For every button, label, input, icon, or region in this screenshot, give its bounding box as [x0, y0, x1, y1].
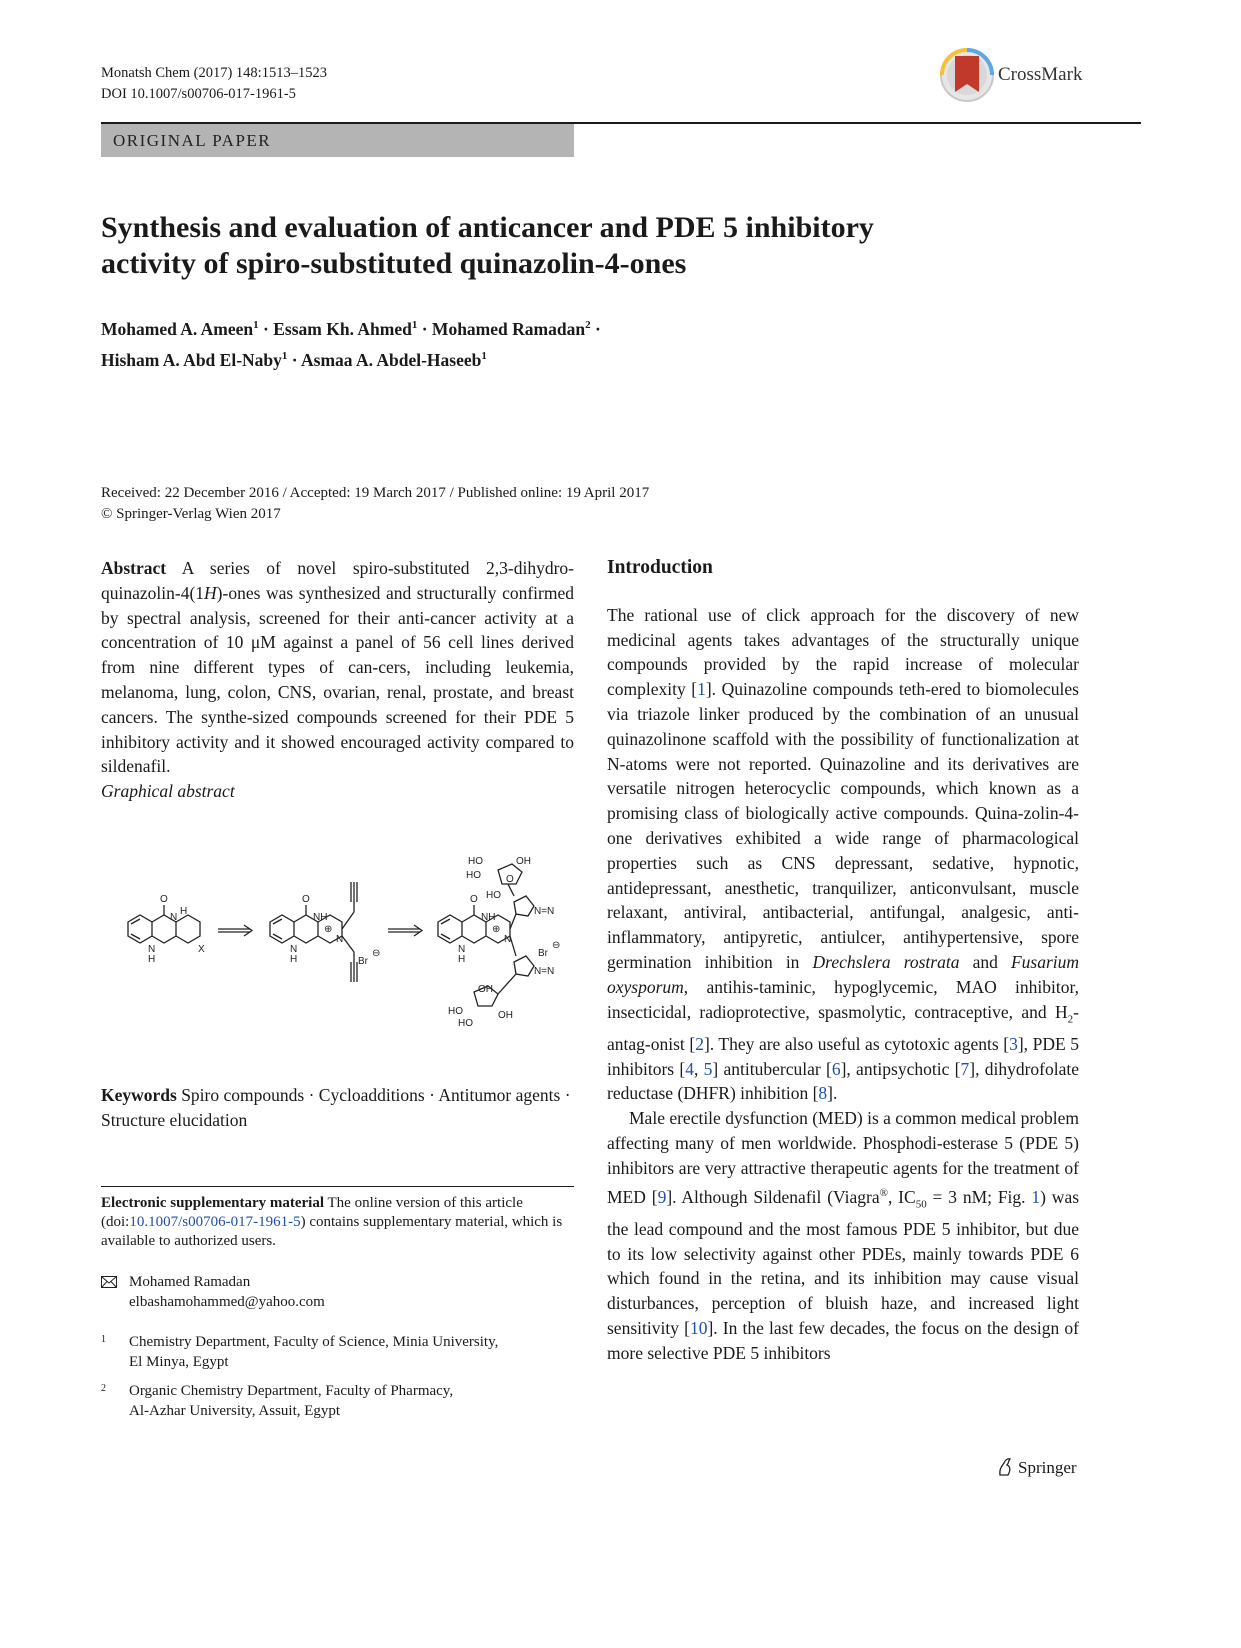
article-title — [101, 210, 1051, 282]
corresponding-email[interactable]: elbashamohammed@yahoo.com — [129, 1294, 325, 1310]
citation-link[interactable]: 1 — [697, 679, 706, 700]
affiliation-line: El Minya, Egypt — [129, 1354, 229, 1370]
author-affiliation: 1 — [481, 349, 487, 362]
keywords — [101, 1083, 574, 1133]
scheme-label: O — [302, 894, 310, 905]
scheme-label: HO — [458, 1018, 473, 1029]
author-list — [101, 312, 901, 374]
graphical-abstract-scheme — [118, 852, 578, 1032]
scheme-label: N — [458, 944, 466, 955]
author-separator: · — [287, 349, 302, 370]
scheme-label: HO — [486, 890, 501, 901]
scheme-label: N — [290, 944, 298, 955]
intro-paragraph-1: The rational use of click approach for the discovery of new medicinal agents takes advantages of the structurally unique compounds provided by the rapid increase of molecular complexity [1]. Quinazoline compounds teth-ered to biomolecules via triazole linker produced by the combination of an unusual quinazolinone scaffold with the possibility of functionalization at N-atoms were not reported. Quinazoline and its derivatives are versatile nitrogen heterocyclic compounds, which known as a promising class of biologically active compounds. Quina-zolin-4-one derivatives exhibited a wide range of pharmacological properties such as CNS depressant, sedative, hypnotic, antidepressant, anesthetic, tranquilizer, anticonvulsant, muscle relaxant, antiviral, antibacterial, antifungal, analgesic, anti-inflammatory, antipyretic, antiulcer, antihypertensive, spore germination inhibition in Drechslera rostrata and Fusarium oxysporum, antihis-taminic, hypoglycemic, MAO inhibitor, insecticidal, radioprotective, spasmolytic, contraceptive, and $H_2-antag$-onist [2]. They are also useful as cytotoxic agents [3], PDE 5 inhibitors [4, 5] antitubercular [6], antipsychotic [7], dihydrofolate reductase (DHFR) inhibition [8]. — [607, 604, 1080, 1104]
scheme-label: ⊕ — [324, 924, 333, 935]
abstract-label: Abstract — [101, 558, 167, 578]
doi-link[interactable]: 10.1007/s00706-017-1961-5 — [129, 1214, 301, 1230]
graphical-abstract-label: Graphical abstract — [101, 781, 235, 802]
introduction-heading: Introduction — [607, 557, 713, 578]
scheme-label: NH — [313, 912, 328, 923]
copyright: © Springer-Verlag Wien 2017 — [101, 506, 281, 522]
citation-link[interactable]: 6 — [831, 1058, 841, 1079]
affiliation — [101, 1332, 574, 1372]
crossmark-label[interactable]: CrossMark — [998, 64, 1083, 85]
abstract — [101, 556, 574, 804]
scheme-label: X — [198, 944, 205, 955]
author-affiliation: 2 — [585, 319, 591, 331]
citation-link[interactable]: 5 — [703, 1058, 713, 1079]
title-line-2: activity of spiro-substituted quinazolin-4-ones — [101, 247, 687, 280]
esm-text: ) contains supplementary material, which is available to authorized users. — [101, 1214, 563, 1249]
scheme-label: N=N — [534, 906, 555, 917]
history-dates: Received: 22 December 2016 / Accepted: 19 March 2017 / Published online: 19 April 2017 — [101, 485, 650, 501]
scheme-label: ⊖ — [372, 948, 381, 959]
scheme-label: NH — [481, 912, 496, 923]
abstract-italic-h: H — [204, 582, 217, 603]
species-name: Drechslera rostrata — [812, 951, 960, 972]
publisher-logo-text: Springer — [1018, 1458, 1077, 1477]
scheme-label: OH — [516, 856, 531, 867]
author-separator: · — [258, 318, 274, 339]
esm-label: Electronic supplementary material — [101, 1195, 325, 1211]
affiliation-number: 2 — [101, 1383, 106, 1394]
introduction-section — [607, 556, 1079, 1366]
scheme-label: N — [170, 912, 178, 923]
scheme-label: OH — [478, 984, 493, 995]
footnote-rule — [101, 1186, 574, 1187]
citation-link[interactable]: 8 — [818, 1083, 828, 1104]
scheme-label: N=N — [534, 966, 555, 977]
citation-link[interactable]: 2 — [695, 1033, 704, 1054]
author-name[interactable]: Mohamed Ramadan — [431, 318, 586, 339]
keywords-text: Spiro compounds · Cycloadditions · Antitumor agents · Structure elucidation — [101, 1085, 571, 1130]
scheme-label: H — [290, 954, 298, 965]
author-name[interactable]: Hisham A. Abd El-Naby — [101, 349, 282, 370]
paper-type-banner: ORIGINAL PAPER — [101, 124, 574, 157]
scheme-label: H — [148, 954, 156, 965]
author-name[interactable]: Mohamed A. Ameen — [101, 318, 254, 339]
scheme-label: O — [160, 894, 168, 905]
corresponding-name: Mohamed Ramadan — [129, 1274, 251, 1290]
author-name[interactable]: Asmaa A. Abdel-Haseeb — [301, 349, 482, 370]
scheme-label: N — [504, 934, 512, 945]
figure-link[interactable]: 1 — [1031, 1186, 1041, 1207]
scheme-label: H — [458, 954, 466, 965]
scheme-label: O — [470, 894, 478, 905]
scheme-label: N — [336, 934, 344, 945]
crossmark-icon[interactable] — [938, 46, 996, 104]
scheme-label: OH — [498, 1010, 513, 1021]
citation-link[interactable]: 10 — [689, 1317, 708, 1338]
scheme-arrow-1 — [218, 925, 252, 936]
envelope-icon — [101, 1276, 117, 1288]
scheme-label: ⊕ — [492, 924, 501, 935]
corresponding-author — [101, 1272, 574, 1312]
author-affiliation: 1 — [253, 319, 259, 331]
scheme-label: HO — [466, 870, 481, 881]
scheme-compound-1 — [128, 905, 200, 943]
citation-link[interactable]: 4 — [685, 1058, 694, 1079]
citation-link[interactable]: 9 — [657, 1186, 667, 1207]
journal-info — [101, 63, 327, 105]
scheme-label: O — [506, 874, 514, 885]
author-separator: · — [417, 318, 432, 339]
scheme-label: HO — [468, 856, 483, 867]
author-affiliation: 1 — [281, 349, 288, 362]
doi-line: DOI 10.1007/s00706-017-1961-5 — [101, 86, 296, 102]
scheme-compound-2 — [270, 882, 357, 982]
keywords-label: Keywords — [101, 1085, 177, 1105]
scheme-label: H — [180, 906, 188, 917]
scheme-arrow-2 — [388, 925, 422, 936]
scheme-label: Br — [538, 948, 548, 959]
author-name[interactable]: Essam Kh. Ahmed — [273, 318, 412, 339]
author-affiliation: 1 — [411, 319, 418, 331]
species-name: Fusarium oxysporum — [607, 951, 1079, 997]
esm-text: The online version of this article (doi: — [101, 1195, 523, 1230]
affiliation-number: 1 — [101, 1334, 106, 1345]
citation-link[interactable]: 7 — [960, 1058, 970, 1079]
scheme-label: N — [148, 944, 156, 955]
affiliation-line: Chemistry Department, Faculty of Science, Minia University, — [129, 1334, 499, 1350]
springer-horse-icon — [996, 1457, 1014, 1477]
intro-paragraph-2: Male erectile dysfunction (MED) is a common medical problem affecting many of men worldwide. Phosphodi-esterase 5 (PDE 5) inhibitors are very attractive therapeutic agents for the treatment of MED [9]. Although Sildenafil (Viagra®, $IC_{50} = 3$ nM; Fig. 1) was the lead compound and the most famous PDE 5 inhibitor, but due to its low selectivity against other PDEs, mainly towards PDE 6 which found in the retina, and its inhibition may cause visual disturbances, perception of bluish haze, and increased light sensitivity [10]. In the last few decades, the focus on the design of more selective PDE 5 inhibitors — [607, 1108, 1080, 1363]
citation-link[interactable]: 3 — [1009, 1033, 1018, 1054]
abstract-text: A series of novel spiro-substituted 2,3-dihydro-quinazolin-4(1 — [101, 558, 574, 603]
affiliation-line: Al-Azhar University, Assuit, Egypt — [129, 1403, 341, 1419]
scheme-label: Br — [358, 956, 368, 967]
esm-note — [101, 1194, 574, 1251]
affiliation-line: Organic Chemistry Department, Faculty of Pharmacy, — [129, 1383, 454, 1399]
affiliation — [101, 1381, 574, 1421]
publication-dates — [101, 483, 1001, 525]
abstract-text: )-ones was synthesized and structurally confirmed by spectral analysis, screened for their anti-cancer activity at a concentration of 10 μM against a panel of 56 cell lines derived from nine different types of can-cers, including leukemia, melanoma, lung, colon, CNS, ovarian, renal, prostate, and breast cancers. The synthe-sized compounds screened for their PDE 5 inhibitory activity and it showed encouraged activity compared to sildenafil. — [101, 582, 574, 777]
scheme-label: ⊖ — [552, 940, 561, 951]
scheme-label: HO — [448, 1006, 463, 1017]
title-line-1: Synthesis and evaluation of anticancer and PDE 5 inhibitory — [101, 211, 874, 244]
journal-citation: Monatsh Chem (2017) 148:1513–1523 — [101, 65, 327, 81]
author-separator: · — [590, 318, 601, 339]
